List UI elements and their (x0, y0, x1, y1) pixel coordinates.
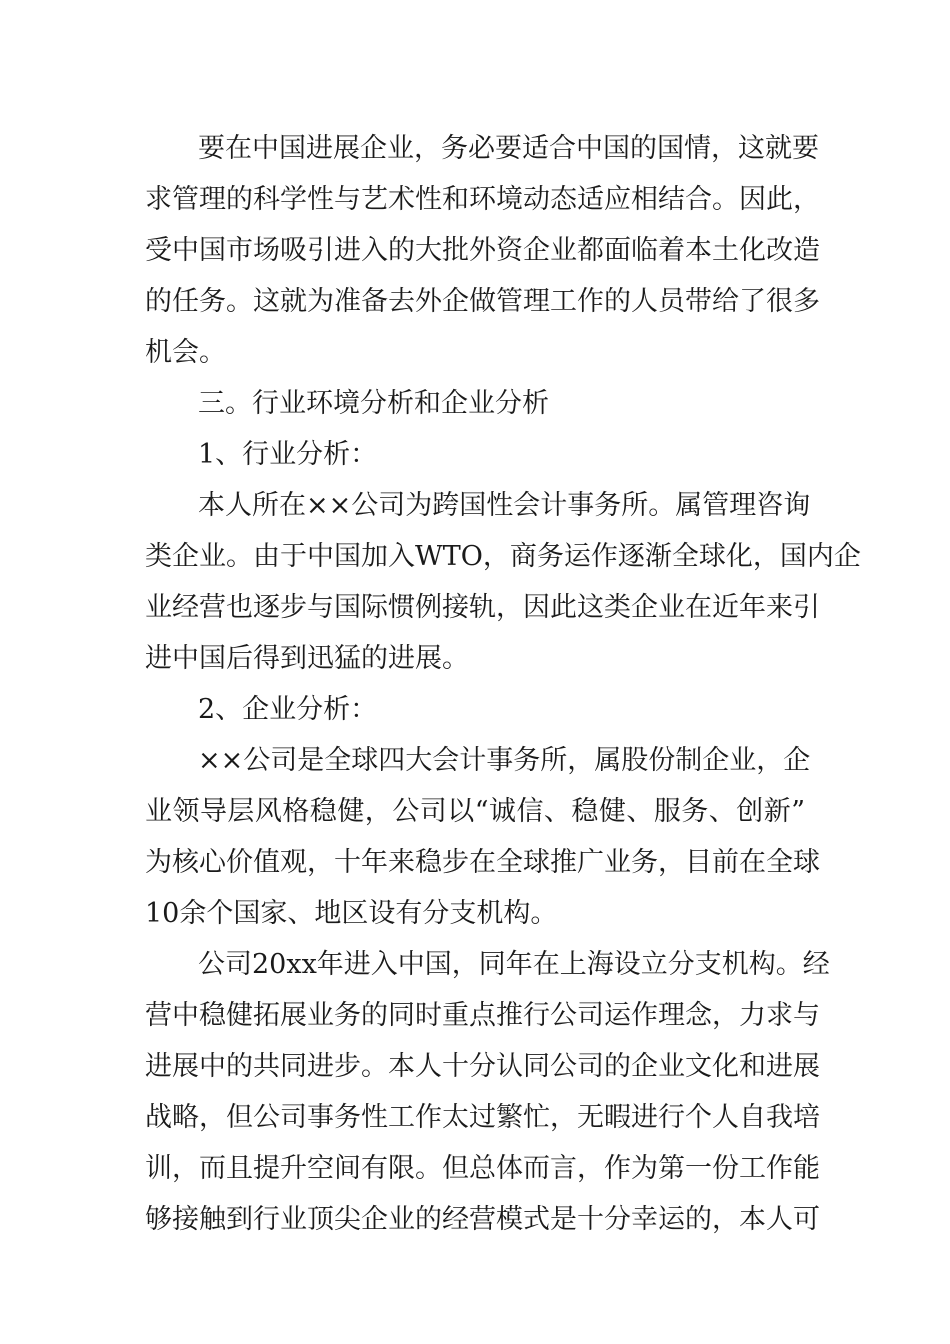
subheading-company-analysis: 2、企业分析： (198, 694, 378, 725)
paragraph-2-line-3: 业经营也逐步与国际惯例接轨，因此这类企业在近年来引 (145, 592, 820, 623)
paragraph-4-line-4: 战略，但公司事务性工作太过繁忙，无暇进行个人自我培 (145, 1102, 820, 1133)
paragraph-3-line-2: 业领导层风格稳健，公司以“诚信、稳健、服务、创新” (145, 796, 805, 827)
paragraph-1-line-3: 受中国市场吸引进入的大批外资企业都面临着本土化改造 (145, 235, 820, 266)
paragraph-3-line-3: 为核心价值观，十年来稳步在全球推广业务，目前在全球 (145, 847, 820, 878)
paragraph-4-line-3: 进展中的共同进步。本人十分认同公司的企业文化和进展 (145, 1051, 820, 1082)
paragraph-2-line-4: 进中国后得到迅猛的进展。 (145, 643, 469, 674)
section-heading: 三。行业环境分析和企业分析 (198, 388, 549, 419)
paragraph-1-line-4: 的任务。这就为准备去外企做管理工作的人员带给了很多 (145, 286, 820, 317)
paragraph-4-line-6: 够接触到行业顶尖企业的经营模式是十分幸运的，本人可 (145, 1204, 820, 1235)
paragraph-3-line-4: 10余个国家、地区设有分支机构。 (145, 898, 558, 929)
paragraph-1-line-1: 要在中国进展企业，务必要适合中国的国情，这就要 (198, 133, 819, 164)
paragraph-2-line-2: 类企业。由于中国加入WTO，商务运作逐渐全球化，国内企 (145, 541, 861, 572)
paragraph-4-line-5: 训，而且提升空间有限。但总体而言，作为第一份工作能 (145, 1153, 820, 1184)
paragraph-4-line-2: 营中稳健拓展业务的同时重点推行公司运作理念，力求与 (145, 1000, 820, 1031)
paragraph-1-line-5: 机会。 (145, 337, 226, 368)
subheading-industry-analysis: 1、行业分析： (198, 439, 378, 470)
paragraph-3-line-1: ××公司是全球四大会计事务所，属股份制企业，企 (198, 745, 811, 776)
paragraph-2-line-1: 本人所在××公司为跨国性会计事务所。属管理咨询 (198, 490, 811, 521)
paragraph-4-line-1: 公司20xx年进入中国，同年在上海设立分支机构。经 (198, 949, 830, 980)
paragraph-1-line-2: 求管理的科学性与艺术性和环境动态适应相结合。因此， (145, 184, 820, 215)
